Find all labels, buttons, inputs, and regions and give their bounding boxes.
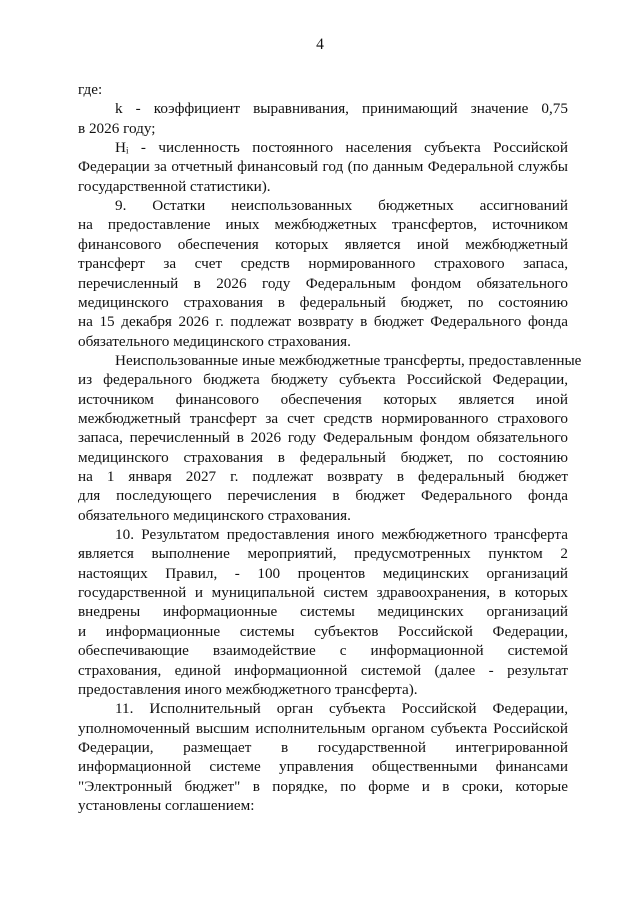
text-line: медицинского страхования в федеральный бюджет, по состоянию (78, 448, 568, 466)
text-line: предоставления иного межбюджетного трансферта). (78, 680, 418, 698)
text-line: обязательного медицинского страхования. (78, 506, 351, 524)
text-line: государственной статистики). (78, 177, 271, 195)
text-line: в 2026 году; (78, 119, 156, 137)
text-line: запаса, перечисленный в 2026 году Федеральным фондом обязательного (78, 429, 568, 447)
text-line: внедрены информационные системы медицинских организаций (78, 603, 568, 621)
text-line: информационной системе управления общественными финансами (78, 758, 568, 776)
text-line: "Электронный бюджет" в порядке, по форме и в сроки, которые (78, 777, 568, 795)
text-line: Hᵢ - численность постоянного населения субъекта Российской (115, 139, 568, 157)
text-line: является выполнение мероприятий, предусмотренных пунктом 2 (78, 545, 568, 563)
text-line: на предоставление иных межбюджетных трансфертов, источником (78, 216, 568, 234)
text-line: на 1 января 2027 г. подлежат возврату в федеральный бюджет (78, 468, 568, 485)
text-line: финансового обеспечения которых является иной межбюджетный (78, 235, 568, 253)
text-line: страхования, единой информационной системой (далее - результат (78, 661, 568, 679)
text-line: источником финансового обеспечения которых является иной (78, 390, 568, 408)
text-line: уполномоченный высшим исполнительным органом субъекта Российской (78, 719, 568, 737)
text-line: k - коэффициент выравнивания, принимающий значение 0,75 (115, 100, 568, 118)
text-line: межбюджетный трансферт за счет средств нормированного страхового (78, 409, 568, 427)
text-line: на 15 декабря 2026 г. подлежат возврату в бюджет Федерального фонда (78, 313, 568, 331)
text-line: трансферт за счет средств нормированного страхового запаса, (78, 255, 568, 273)
text-line: 9. Остатки неиспользованных бюджетных ассигнований (115, 197, 568, 215)
page-number: 4 (316, 36, 324, 53)
text-line: из федерального бюджета бюджету субъекта Российской Федерации, (78, 371, 568, 389)
text-line: настоящих Правил, - 100 процентов медицинских организаций (78, 564, 568, 582)
text-line: государственной и муниципальной систем здравоохранения, в которых (78, 584, 568, 602)
text-line: где: (78, 81, 103, 98)
text-line: перечисленный в 2026 году Федеральным фондом обязательного (78, 274, 568, 292)
text-line: медицинского страхования в федеральный бюджет, по состоянию (78, 293, 568, 311)
text-line: для последующего перечисления в бюджет Федерального фонда (78, 487, 568, 505)
text-line: 11. Исполнительный орган субъекта Российской Федерации, (115, 700, 568, 718)
text-line: установлены соглашением: (78, 796, 255, 814)
text-line: 10. Результатом предоставления иного межбюджетного трансферта (115, 526, 568, 544)
text-line: и информационные системы субъектов Российской Федерации, (78, 622, 568, 640)
text-line: Неиспользованные иные межбюджетные трансферты, предоставленные (115, 351, 582, 369)
text-line: Федерации за отчетный финансовый год (по данным Федеральной службы (78, 158, 568, 176)
text-line: Федерации, размещает в государственной интегрированной (78, 738, 568, 756)
text-line: обязательного медицинского страхования. (78, 332, 351, 350)
text-line: обеспечивающие взаимодействие с информационной системой (78, 642, 568, 660)
